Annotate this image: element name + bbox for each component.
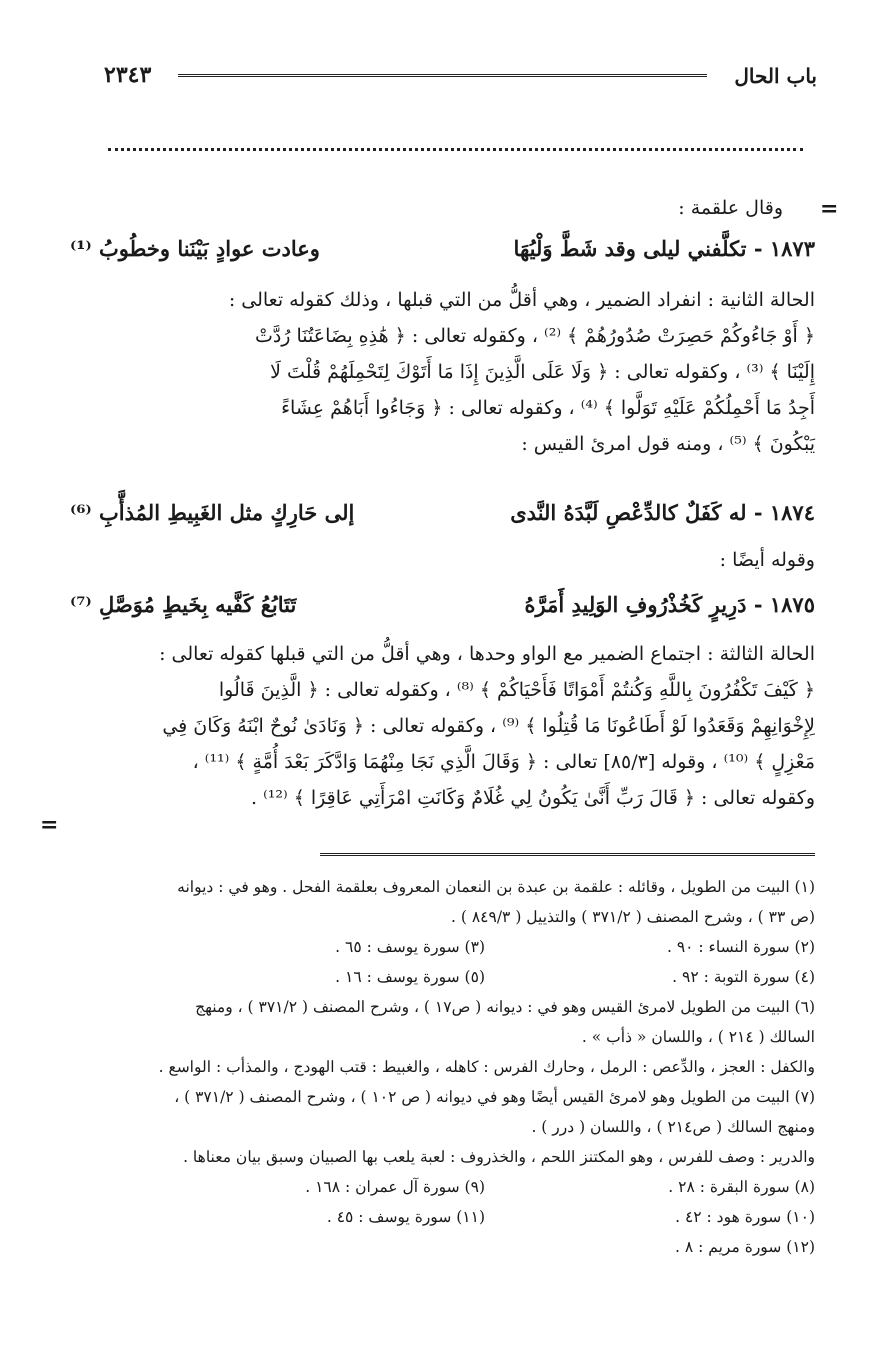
footnote-line: (٦) البيت من الطويل لامرئ القيس وهو في : ديوانه ( ص١٧ ) ، وشرح المصنف ( ٣٧١/٢ ) ، ومنهج (195, 998, 815, 1016)
footnote-line: السالك ( ٢١٤ ) ، واللسان « ذأب » . (581, 1028, 815, 1046)
footnote-row-4-5 (64, 962, 815, 992)
text-line: الحالة الثانية : انفراد الضمير ، وهي أقلُّ من التي قبلها ، وذلك كقوله تعالى : (228, 289, 815, 311)
footnote-9: (٩) سورة آل عمران : ١٦٨ . (305, 1178, 485, 1196)
dotted-separator (108, 148, 803, 151)
text-line: ﴿ كَيْفَ تَكْفُرُونَ بِاللَّهِ وَكُنتُمْ أَمْوَاتًا فَأَحْيَاكُمْ ﴾ ⁽⁸⁾ ، وكقوله تعالى : ﴿ الَّذِينَ قَالُوا (218, 679, 815, 701)
footnote-row-2-3 (64, 932, 815, 962)
footnote-line: (ص ٣٣ ) ، وشرح المصنف ( ٣٧١/٢ ) والتذييل ( ٨٤٩/٣ ) . (451, 908, 815, 926)
paragraph-second-case (72, 282, 815, 462)
footnote-12: (١٢) سورة مريم : ٨ . (675, 1238, 815, 1256)
paragraph-third-case (72, 636, 815, 816)
text-line: أَجِدُ مَا أَحْمِلُكُمْ عَلَيْهِ تَوَلَّوا ﴾ ⁽⁴⁾ ، وكقوله تعالى : ﴿ وَجَاءُوا أَبَاهُمْ عِشَاءً (281, 397, 815, 419)
verse-1873-second-hemistich: وعادت عوادٍ بَيْنَنا وخطُوبُ ⁽¹⁾ (70, 236, 320, 261)
text-line: إِلَيْنَا ﴾ ⁽³⁾ ، وكقوله تعالى : ﴿ وَلَا عَلَى الَّذِينَ إِذَا مَا أَتَوْكَ لِتَحْمِلَهُمْ قُلْتَ لَا (270, 361, 815, 383)
footnote-row-10-11 (64, 1202, 815, 1232)
text-line: الحالة الثالثة : اجتماع الضمير مع الواو وحدها ، وهي أقلُّ من التي قبلها كقوله تعالى : (159, 643, 815, 665)
verse-1875-second-hemistich: تَتَابُعُ كَفَّيه بِخَيطٍ مُوَصَّلِ ⁽⁷⁾ (70, 592, 297, 617)
gloss-1875: والدرير : وصف للفرس ، وهو المكتنز اللحم ، والخذروف : لعبة يلعب بها الصبيان وسبق بيان معناها . (183, 1148, 815, 1166)
footnote-6 (64, 992, 815, 1052)
footnote-4: (٤) سورة التوبة : ٩٢ . (672, 968, 815, 986)
page-number: ٢٣٤٣ (104, 62, 152, 88)
header-rule (178, 74, 707, 80)
footnote-7 (64, 1082, 815, 1142)
gloss-1874: والكفل : العجز ، والدِّعص : الرمل ، وحارك الفرس : كاهله ، والغبيط : قتب الهودج ، والمذأب : الواسع . (158, 1058, 815, 1076)
verse-1874 (70, 500, 815, 525)
footnote-separator (320, 853, 815, 859)
footnotes (64, 872, 815, 1262)
verse-1875 (70, 592, 815, 617)
also-line: وقوله أيضًا : (719, 549, 815, 571)
footnote-line: (١) البيت من الطويل ، وقائله : علقمة بن عبدة بن النعمان المعروف بعلقمة الفحل . وهو في : ديوانه (177, 878, 815, 896)
text-line: ﴿ أَوْ جَاءُوكُمْ حَصِرَتْ صُدُورُهُمْ ﴾ ⁽²⁾ ، وكقوله تعالى : ﴿ هَٰذِهِ بِضَاعَتُنَا رُدَّتْ (254, 325, 815, 347)
footnote-2: (٢) سورة النساء : ٩٠ . (666, 938, 815, 956)
verse-1873-first-hemistich: ١٨٧٣ - تكلَّفني ليلى وقد شَطَّ وَلْيُهَا (513, 236, 815, 261)
verse-1873 (70, 236, 815, 261)
text-line: مَعْزِلٍ ﴾ ⁽¹⁰⁾ ، وقوله [٨٥/٣] تعالى : ﴿ وَقَالَ الَّذِي نَجَا مِنْهُمَا وَادَّكَرَ بَعْدَ أُمَّةٍ ﴾ ⁽¹¹⁾ ، (192, 751, 815, 773)
text-line: يَبْكُونَ ﴾ ⁽⁵⁾ ، ومنه قول امرئ القيس : (521, 433, 815, 455)
verse-1874-second-hemistich: إلى حَارِكٍ مثل الغَبِيطِ المُذأَّبِ ⁽⁶⁾ (70, 500, 355, 525)
footnote-5: (٥) سورة يوسف : ١٦ . (335, 968, 485, 986)
verse-1874-first-hemistich: ١٨٧٤ - له كَفَلٌ كالدِّعْصِ لَبَّدَهُ النَّدى (510, 500, 815, 525)
footnote-10: (١٠) سورة هود : ٤٢ . (675, 1208, 815, 1226)
footnote-line: (٧) البيت من الطويل وهو لامرئ القيس أيضًا وهو في ديوانه ( ص ١٠٢ ) ، وشرح المصنف ( ٣٧١/٢ ) ، (174, 1088, 815, 1106)
footnote-8: (٨) سورة البقرة : ٢٨ . (668, 1178, 815, 1196)
footnote-line: ومنهج السالك ( ص٢١٤ ) ، واللسان ( درر ) . (531, 1118, 815, 1136)
verse-1875-first-hemistich: ١٨٧٥ - دَرِيرٍ كَخُذْرُوفِ الوَلِيدِ أَمَرَّهُ (524, 592, 815, 617)
footnote-11: (١١) سورة يوسف : ٤٥ . (326, 1208, 485, 1226)
intro-line: وقال علقمة : (678, 197, 783, 219)
continuation-mark-top: = (820, 196, 839, 222)
footnote-row-8-9 (64, 1172, 815, 1202)
continuation-mark-bottom: = (40, 812, 59, 838)
footnote-3: (٣) سورة يوسف : ٦٥ . (335, 938, 485, 956)
chapter-title: باب الحال (734, 64, 817, 88)
text-line: وكقوله تعالى : ﴿ قَالَ رَبِّ أَنَّىٰ يَكُونُ لِي غُلَامٌ وَكَانَتِ امْرَأَتِي عَاقِرًا ﴾ ⁽¹²⁾ . (251, 787, 815, 809)
text-line: لِإِخْوَانِهِمْ وَقَعَدُوا لَوْ أَطَاعُونَا مَا قُتِلُوا ﴾ ⁽⁹⁾ ، وكقوله تعالى : ﴿ وَنَادَىٰ نُوحٌ ابْنَهُ وَكَانَ فِي (162, 715, 815, 737)
footnote-1 (64, 872, 815, 932)
